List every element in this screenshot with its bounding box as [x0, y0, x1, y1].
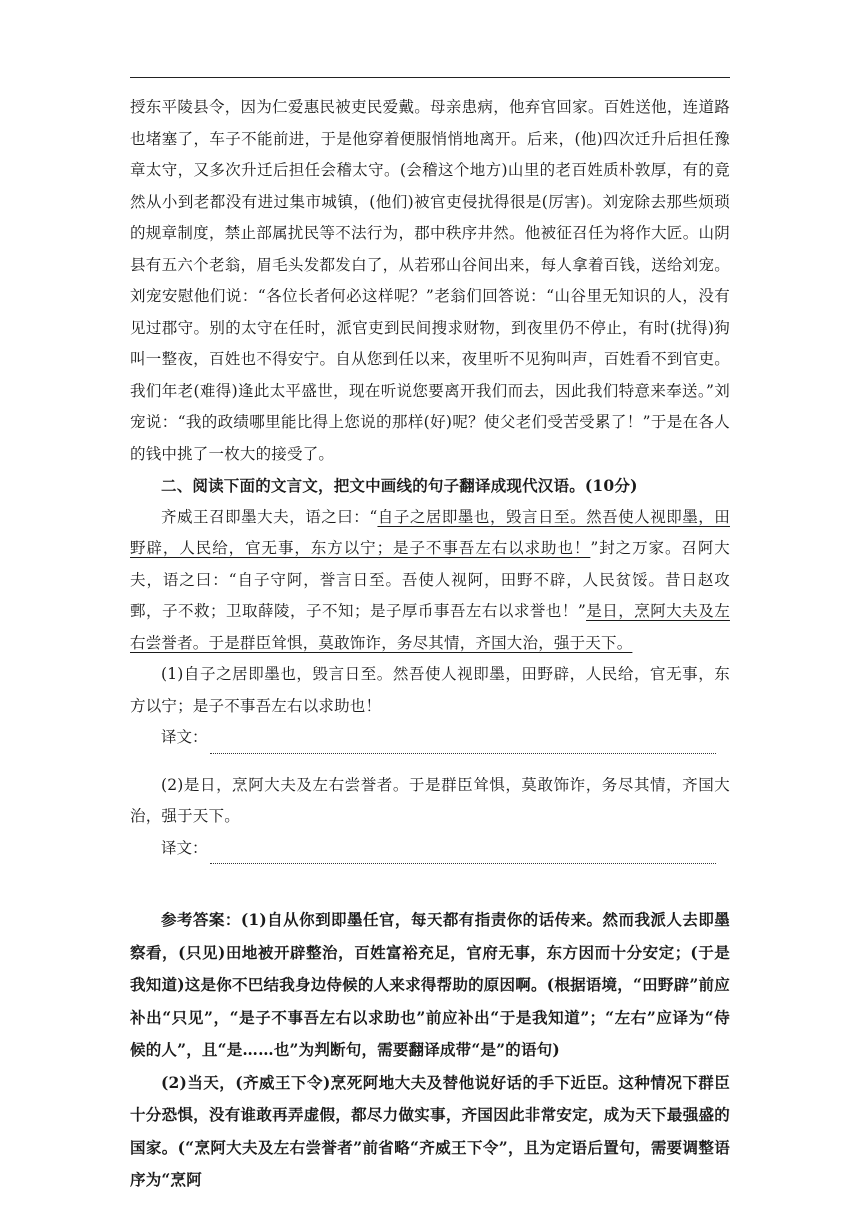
answer-1: [130, 904, 730, 1067]
answer-1-note: (根据语境，“田野辟”前应补出“只见”，“是子不事吾左右以求助也”前应补出“于是我知道”；“左右”应译为“侍候的人”，且“是……也”为判断句，需要翻译成带“是”的语句): [130, 975, 730, 1059]
classical-passage: [130, 502, 730, 660]
answer-blank-1[interactable]: [210, 733, 716, 754]
underlined-sentence-2: 是日，烹阿大夫及左右尝誉者。于是群臣耸惧，莫敢饰诈，务尽其情，齐国大治，强于天下。: [130, 602, 730, 652]
passage-text-1: 齐威王召即墨大夫，语之曰：“: [161, 507, 378, 526]
question-2: (2)是日，烹阿大夫及左右尝誉者。于是群臣耸惧，莫敢饰诈，务尽其情，齐国大治，强于天下。: [130, 775, 730, 825]
translation-line-2: [130, 833, 730, 865]
passage-text-2: ”封之万家。召阿大夫，语之曰：“自子守阿，誉言日至。吾使人视阿，田野不辟，人民贫馁。昔日赵攻鄄，子不救；卫取薛陵，子不知；是子厚币事吾左右以求誉也！”: [130, 539, 730, 620]
answer-1-text: (1)自从你到即墨任官，每天都有指责你的话传来。然而我派人去即墨察看，(只见)田地被开辟整治，百姓富裕充足，官府无事，东方因而十分安定；(于是我知道)这是你不巴结我身边侍候的人来求得帮助的原因啊。: [130, 910, 730, 994]
answer-2-note: (“烹阿大夫及左右尝誉者”前省略“齐威王下令”，且为定语后置句，需要调整语序为“烹阿: [130, 1137, 730, 1189]
translation-line-1: [130, 722, 730, 754]
translation-label-1: 译文：: [161, 728, 208, 746]
document-content: [130, 92, 730, 1197]
answer-2-text: (2)当天，(齐威王下令)烹死阿地大夫及替他说好话的手下近臣。这种情况下群臣十分恐惧，没有谁敢再弄虚假，都尽力做实事，齐国因此非常安定，成为天下最强盛的国家。: [130, 1072, 730, 1157]
translation-label-2: 译文：: [161, 838, 208, 857]
question-1: (1)自子之居即墨也，毁言日至。然吾使人视即墨，田野辟，人民给，官无事，东方以宁；是子不事吾左右以求助也！: [130, 665, 730, 715]
answer-label: 参考答案：: [161, 910, 241, 929]
underlined-sentence-1: 自子之居即墨也，毁言日至。然吾使人视即墨，田野辟，人民给，官无事，东方以宁；是子不事吾左右以求助也！: [130, 507, 730, 557]
passage-translation: 授东平陵县令，因为仁爱惠民被吏民爱戴。母亲患病，他弃官回家。百姓送他，连道路也堵塞了，车子不能前进，于是他穿着便服悄悄地离开。后来，(他)四次迁升后担任豫章太守，又多次升迁后担任会稽太守。(会稽这个地方)山里的老百姓质朴敦厚，有的竟然从小到老都没有进过集市城镇，(他们)被官吏侵扰得很是(厉害)。刘宠除去那些烦琐的规章制度，禁止部属扰民等不法行为，郡中秩序井然。他被征召任为将作大匠。山阴县有五六个老翁，眉毛头发都发白了，从若邪山谷间出来，每人拿着百钱，送给刘宠。刘宠安慰他们说：“各位长者何必这样呢？”老翁们回答说：“山谷里无知识的人，没有见过郡守。别的太守在任时，派官吏到民间搜求财物，到夜里仍不停止，有时(扰得)狗叫一整夜，百姓也不得安宁。自从您到任以来，夜里听不见狗叫声，百姓看不到官吏。我们年老(难得)逢此太平盛世，现在听说您要离开我们而去，因此我们特意来奉送。”刘宠说：“我的政绩哪里能比得上您说的那样(好)呢？使父老们受苦受累了！”于是在各人的钱中挑了一枚大的接受了。: [130, 98, 730, 463]
answer-2: [130, 1067, 730, 1197]
answer-blank-2[interactable]: [210, 843, 716, 864]
header-rule: [130, 77, 730, 78]
section-heading: 二、阅读下面的文言文，把文中画线的句子翻译成现代汉语。(10分): [161, 476, 638, 495]
